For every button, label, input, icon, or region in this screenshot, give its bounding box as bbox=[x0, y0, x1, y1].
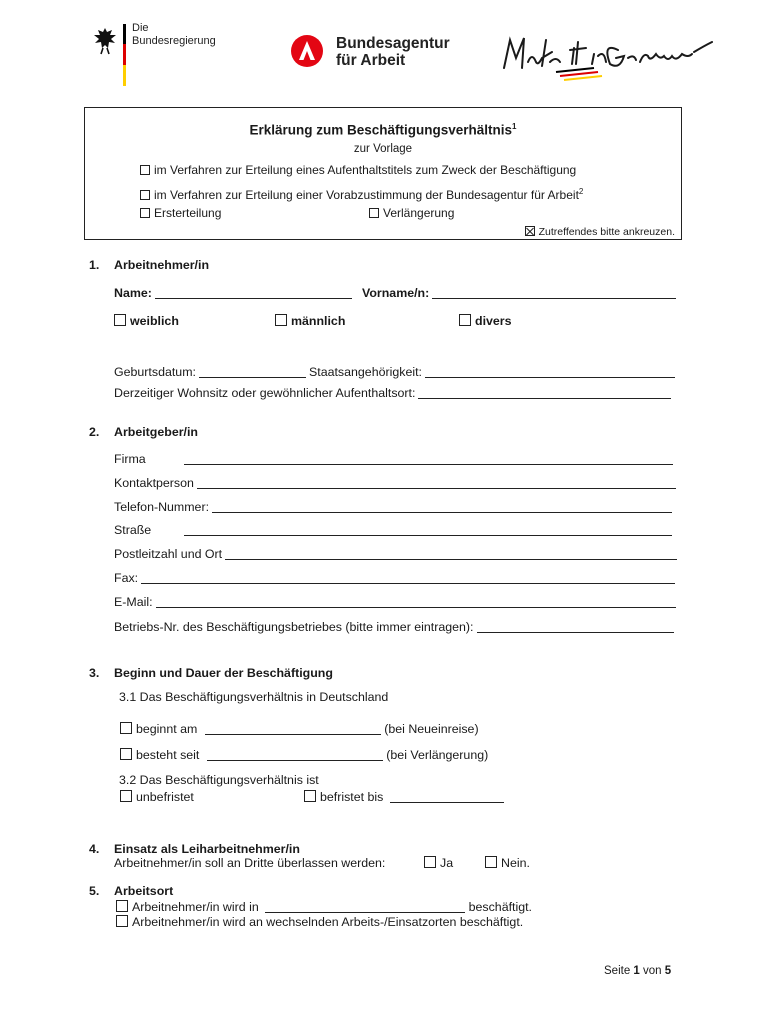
section3-heading: 3. Beginn und Dauer der Beschäftigung bbox=[89, 666, 333, 680]
ba-logo-icon bbox=[290, 34, 324, 68]
checkbox-vorabzustimmung[interactable] bbox=[140, 190, 150, 200]
flag-stripe bbox=[123, 24, 126, 86]
subsection-3-2: 3.2 Das Beschäftigungsverhältnis ist bbox=[119, 773, 319, 787]
firma-line[interactable] bbox=[184, 464, 673, 465]
firma-label: Firma bbox=[114, 452, 146, 466]
ba-name-line1: Bundesagentur bbox=[336, 35, 450, 52]
checkbox-ersterteilung[interactable] bbox=[140, 208, 150, 218]
option-weiblich[interactable]: weiblich bbox=[114, 314, 179, 329]
option-maennlich[interactable]: männlich bbox=[275, 314, 345, 329]
page-total: 5 bbox=[664, 965, 672, 977]
checkbox-nein[interactable] bbox=[485, 856, 497, 868]
government-logo bbox=[92, 22, 222, 86]
strasse-line[interactable] bbox=[184, 535, 672, 536]
option-aufenthaltstitel[interactable]: im Verfahren zur Erteilung eines Aufenthaltstitels zum Zweck der Beschäftigung bbox=[140, 163, 576, 178]
page-number: Seite 1 von 5 bbox=[604, 965, 672, 977]
besteht-date-line[interactable] bbox=[207, 749, 383, 761]
kontaktperson-field[interactable]: Kontaktperson bbox=[114, 476, 676, 491]
option-befristet[interactable]: befristet bis bbox=[304, 790, 504, 805]
make-it-in-germany-logo bbox=[498, 28, 720, 82]
option-ersterteilung[interactable]: Ersterteilung bbox=[140, 206, 221, 221]
option-ja[interactable]: Ja bbox=[424, 856, 453, 871]
checkbox-unbefristet[interactable] bbox=[120, 790, 132, 802]
checkbox-besteht[interactable] bbox=[120, 748, 132, 760]
checked-checkbox-icon bbox=[525, 226, 535, 236]
eagle-icon bbox=[92, 26, 118, 56]
option-nein[interactable]: Nein. bbox=[485, 856, 530, 871]
make-it-in-germany-logo-art bbox=[498, 28, 720, 82]
vorname-field[interactable]: Vorname/n: bbox=[362, 286, 676, 301]
page-current: 1 bbox=[633, 965, 640, 977]
declaration-box bbox=[84, 107, 682, 240]
section1-heading: 1. Arbeitnehmer/in bbox=[89, 258, 210, 272]
option-beginnt[interactable]: beginnt am (bei Neueinreise) bbox=[120, 722, 479, 737]
telefon-field[interactable]: Telefon-Nummer: bbox=[114, 500, 672, 515]
arbeitsort-line[interactable] bbox=[265, 901, 465, 913]
betriebsnummer-field[interactable]: Betriebs-Nr. des Beschäftigungsbetriebes (bitte immer eintragen): bbox=[114, 620, 674, 635]
fax-field[interactable]: Fax: bbox=[114, 571, 675, 586]
hint-line: Zutreffendes bitte ankreuzen. bbox=[525, 225, 675, 240]
form-title: Erklärung zum Beschäftigungsverhältnis$^1$ bbox=[249, 122, 517, 138]
option-arbeitsort-wechselnd[interactable]: Arbeitnehmer/in wird an wechselnden Arbeits-/Einsatzorten beschäftigt. bbox=[116, 915, 523, 930]
strasse-label: Straße bbox=[114, 523, 152, 537]
checkbox-aufenthaltstitel[interactable] bbox=[140, 165, 150, 175]
befristet-date-line[interactable] bbox=[390, 791, 504, 803]
option-arbeitsort-fest[interactable]: Arbeitnehmer/in wird in beschäftigt. bbox=[116, 900, 532, 915]
gov-name-line2: Bundesregierung bbox=[132, 35, 216, 47]
leiharbeit-question: Arbeitnehmer/in soll an Dritte überlassen werden: bbox=[114, 856, 386, 870]
name-field[interactable]: Name: bbox=[114, 286, 352, 301]
section2-heading: 2. Arbeitgeber/in bbox=[89, 425, 198, 439]
section5-heading: 5. Arbeitsort bbox=[89, 884, 174, 898]
section4-heading: 4. Einsatz als Leiharbeitnehmer/in bbox=[89, 842, 300, 856]
option-vorabzustimmung[interactable]: im Verfahren zur Erteilung einer Vorabzustimmung der Bundesagentur für Arbeit$^2$ bbox=[140, 184, 583, 203]
ba-name-line2: für Arbeit bbox=[336, 52, 406, 69]
email-field[interactable]: E-Mail: bbox=[114, 595, 676, 610]
gov-name-line1: Die bbox=[132, 22, 149, 34]
checkbox-befristet[interactable] bbox=[304, 790, 316, 802]
plz-ort-field[interactable]: Postleitzahl und Ort bbox=[114, 547, 677, 562]
staatsangehoerigkeit-field[interactable]: Staatsangehörigkeit: bbox=[309, 365, 675, 380]
ba-logo bbox=[290, 34, 470, 74]
checkbox-maennlich[interactable] bbox=[275, 314, 287, 326]
subsection-3-1: 3.1 Das Beschäftigungsverhältnis in Deutschland bbox=[119, 690, 389, 704]
checkbox-divers[interactable] bbox=[459, 314, 471, 326]
wohnsitz-field[interactable]: Derzeitiger Wohnsitz oder gewöhnlicher Aufenthaltsort: bbox=[114, 386, 671, 401]
checkbox-arbeitsort-wechselnd[interactable] bbox=[116, 915, 128, 927]
form-subtitle: zur Vorlage bbox=[353, 143, 413, 155]
beginnt-date-line[interactable] bbox=[205, 723, 381, 735]
checkbox-weiblich[interactable] bbox=[114, 314, 126, 326]
option-unbefristet[interactable]: unbefristet bbox=[120, 790, 194, 805]
option-verlaengerung[interactable]: Verlängerung bbox=[369, 206, 454, 221]
option-divers[interactable]: divers bbox=[459, 314, 512, 329]
make-it-in-germany-signature-text bbox=[498, 28, 499, 29]
checkbox-arbeitsort-fest[interactable] bbox=[116, 900, 128, 912]
checkbox-beginnt[interactable] bbox=[120, 722, 132, 734]
checkbox-verlaengerung[interactable] bbox=[369, 208, 379, 218]
geburtsdatum-field[interactable]: Geburtsdatum: bbox=[114, 365, 306, 380]
option-besteht[interactable]: besteht seit (bei Verlängerung) bbox=[120, 748, 488, 763]
checkbox-ja[interactable] bbox=[424, 856, 436, 868]
